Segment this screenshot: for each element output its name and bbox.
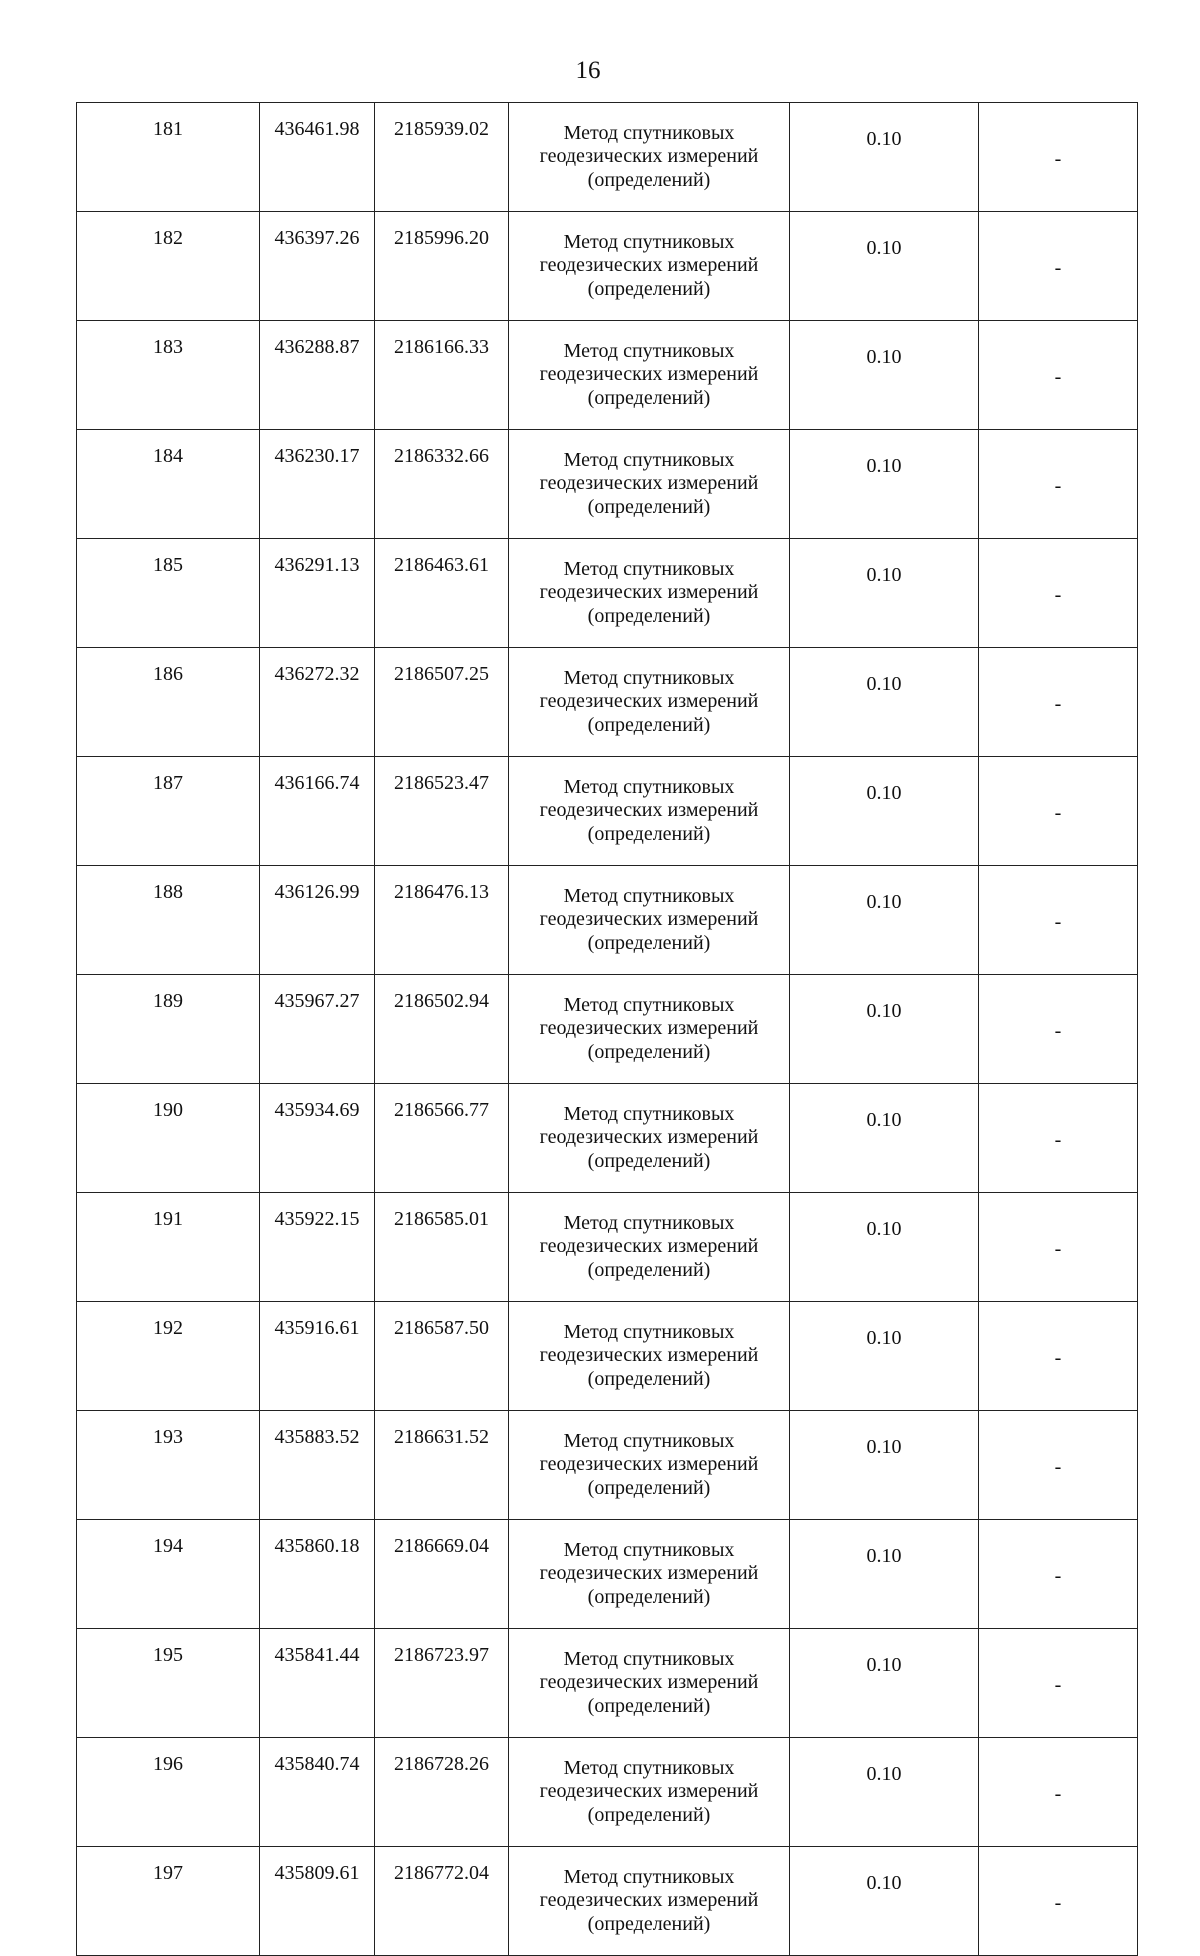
cell-accuracy: 0.10: [790, 866, 979, 975]
cell-accuracy: 0.10: [790, 1302, 979, 1411]
cell-accuracy: 0.10: [790, 1738, 979, 1847]
method-line: Метод спутниковых: [563, 1538, 735, 1561]
cell-accuracy: 0.10: [790, 1084, 979, 1193]
method-line: Метод спутниковых: [563, 230, 735, 253]
method-line: Метод спутниковых: [563, 1429, 735, 1452]
method-line: Метод спутниковых: [563, 1211, 735, 1234]
cell-note: -: [979, 757, 1138, 866]
cell-coordinate-x: 436166.74: [260, 757, 375, 866]
method-line: (определений): [587, 1694, 711, 1717]
method-line: геодезических измерений: [539, 1344, 759, 1367]
coordinates-table: [76, 102, 1138, 1956]
cell-coordinate-y: 2186728.26: [375, 1738, 509, 1847]
method-line: геодезических измерений: [539, 1126, 759, 1149]
cell-coordinate-y: 2186723.97: [375, 1629, 509, 1738]
cell-note: -: [979, 648, 1138, 757]
cell-point-number: 194: [77, 1520, 260, 1629]
cell-point-number: 182: [77, 212, 260, 321]
cell-method: [509, 1629, 790, 1738]
method-line: Метод спутниковых: [563, 993, 735, 1016]
method-line: геодезических измерений: [539, 908, 759, 931]
cell-method: [509, 1302, 790, 1411]
method-line: Метод спутниковых: [563, 775, 735, 798]
cell-coordinate-y: 2186585.01: [375, 1193, 509, 1302]
method-line: (определений): [587, 1803, 711, 1826]
table-row: [77, 1629, 1138, 1738]
cell-method: [509, 1411, 790, 1520]
cell-method: [509, 1847, 790, 1956]
cell-accuracy: 0.10: [790, 321, 979, 430]
cell-accuracy: 0.10: [790, 975, 979, 1084]
cell-point-number: 192: [77, 1302, 260, 1411]
cell-coordinate-y: 2186566.77: [375, 1084, 509, 1193]
cell-accuracy: 0.10: [790, 1193, 979, 1302]
cell-coordinate-x: 436397.26: [260, 212, 375, 321]
cell-note: -: [979, 1738, 1138, 1847]
cell-note: -: [979, 1629, 1138, 1738]
cell-accuracy: 0.10: [790, 430, 979, 539]
cell-method: [509, 539, 790, 648]
table-row: [77, 430, 1138, 539]
cell-method: [509, 103, 790, 212]
cell-point-number: 197: [77, 1847, 260, 1956]
cell-coordinate-y: 2186332.66: [375, 430, 509, 539]
method-line: (определений): [587, 931, 711, 954]
cell-coordinate-x: 436272.32: [260, 648, 375, 757]
cell-accuracy: 0.10: [790, 103, 979, 212]
method-line: (определений): [587, 1912, 711, 1935]
cell-point-number: 195: [77, 1629, 260, 1738]
method-line: Метод спутниковых: [563, 1102, 735, 1125]
table-row: [77, 1520, 1138, 1629]
cell-point-number: 193: [77, 1411, 260, 1520]
table-row: [77, 975, 1138, 1084]
cell-note: -: [979, 321, 1138, 430]
cell-method: [509, 1193, 790, 1302]
cell-note: -: [979, 103, 1138, 212]
cell-accuracy: 0.10: [790, 1520, 979, 1629]
method-line: геодезических измерений: [539, 1671, 759, 1694]
cell-accuracy: 0.10: [790, 757, 979, 866]
cell-note: -: [979, 430, 1138, 539]
method-line: (определений): [587, 168, 711, 191]
cell-coordinate-x: 435916.61: [260, 1302, 375, 1411]
cell-note: -: [979, 1084, 1138, 1193]
cell-accuracy: 0.10: [790, 1411, 979, 1520]
method-line: (определений): [587, 1258, 711, 1281]
cell-accuracy: 0.10: [790, 539, 979, 648]
table-body: [77, 103, 1138, 1956]
cell-coordinate-x: 435809.61: [260, 1847, 375, 1956]
cell-method: [509, 975, 790, 1084]
table-row: [77, 1847, 1138, 1956]
method-line: Метод спутниковых: [563, 557, 735, 580]
cell-coordinate-y: 2186772.04: [375, 1847, 509, 1956]
cell-point-number: 190: [77, 1084, 260, 1193]
table-row: [77, 103, 1138, 212]
cell-point-number: 187: [77, 757, 260, 866]
cell-coordinate-y: 2186476.13: [375, 866, 509, 975]
method-line: геодезических измерений: [539, 1889, 759, 1912]
table-row: [77, 1193, 1138, 1302]
cell-point-number: 191: [77, 1193, 260, 1302]
cell-coordinate-y: 2186166.33: [375, 321, 509, 430]
table-row: [77, 1411, 1138, 1520]
cell-note: -: [979, 539, 1138, 648]
cell-coordinate-x: 436230.17: [260, 430, 375, 539]
method-line: геодезических измерений: [539, 254, 759, 277]
table-row: [77, 539, 1138, 648]
cell-coordinate-x: 435922.15: [260, 1193, 375, 1302]
table-row: [77, 866, 1138, 975]
method-line: геодезических измерений: [539, 1017, 759, 1040]
cell-accuracy: 0.10: [790, 648, 979, 757]
method-line: (определений): [587, 604, 711, 627]
method-line: Метод спутниковых: [563, 1647, 735, 1670]
cell-coordinate-x: 435841.44: [260, 1629, 375, 1738]
method-line: (определений): [587, 1585, 711, 1608]
cell-method: [509, 866, 790, 975]
table-row: [77, 1302, 1138, 1411]
method-line: (определений): [587, 277, 711, 300]
cell-method: [509, 757, 790, 866]
table-row: [77, 321, 1138, 430]
cell-note: -: [979, 866, 1138, 975]
method-line: геодезических измерений: [539, 799, 759, 822]
cell-coordinate-x: 436291.13: [260, 539, 375, 648]
method-line: Метод спутниковых: [563, 448, 735, 471]
method-line: (определений): [587, 1040, 711, 1063]
cell-coordinate-y: 2186523.47: [375, 757, 509, 866]
method-line: геодезических измерений: [539, 581, 759, 604]
table-row: [77, 1738, 1138, 1847]
table-row: [77, 212, 1138, 321]
cell-method: [509, 1738, 790, 1847]
cell-note: -: [979, 1193, 1138, 1302]
method-line: геодезических измерений: [539, 1235, 759, 1258]
cell-point-number: 181: [77, 103, 260, 212]
cell-accuracy: 0.10: [790, 1847, 979, 1956]
table-row: [77, 1084, 1138, 1193]
method-line: Метод спутниковых: [563, 339, 735, 362]
cell-note: -: [979, 212, 1138, 321]
cell-method: [509, 212, 790, 321]
method-line: (определений): [587, 495, 711, 518]
cell-coordinate-x: 436126.99: [260, 866, 375, 975]
cell-coordinate-y: 2186631.52: [375, 1411, 509, 1520]
method-line: геодезических измерений: [539, 1780, 759, 1803]
cell-method: [509, 430, 790, 539]
cell-point-number: 183: [77, 321, 260, 430]
cell-coordinate-y: 2186507.25: [375, 648, 509, 757]
cell-point-number: 184: [77, 430, 260, 539]
table-row: [77, 648, 1138, 757]
cell-coordinate-y: 2186587.50: [375, 1302, 509, 1411]
cell-point-number: 196: [77, 1738, 260, 1847]
method-line: Метод спутниковых: [563, 121, 735, 144]
cell-coordinate-y: 2186669.04: [375, 1520, 509, 1629]
cell-note: -: [979, 1302, 1138, 1411]
cell-point-number: 186: [77, 648, 260, 757]
cell-accuracy: 0.10: [790, 1629, 979, 1738]
method-line: Метод спутниковых: [563, 884, 735, 907]
cell-point-number: 188: [77, 866, 260, 975]
method-line: (определений): [587, 1476, 711, 1499]
cell-coordinate-y: 2186502.94: [375, 975, 509, 1084]
cell-method: [509, 1520, 790, 1629]
cell-method: [509, 321, 790, 430]
cell-accuracy: 0.10: [790, 212, 979, 321]
cell-coordinate-x: 435967.27: [260, 975, 375, 1084]
method-line: (определений): [587, 713, 711, 736]
method-line: геодезических измерений: [539, 1453, 759, 1476]
cell-note: -: [979, 1411, 1138, 1520]
cell-method: [509, 1084, 790, 1193]
cell-point-number: 189: [77, 975, 260, 1084]
method-line: геодезических измерений: [539, 145, 759, 168]
cell-note: -: [979, 1847, 1138, 1956]
cell-coordinate-x: 436461.98: [260, 103, 375, 212]
cell-method: [509, 648, 790, 757]
cell-coordinate-y: 2185939.02: [375, 103, 509, 212]
cell-coordinate-x: 435883.52: [260, 1411, 375, 1520]
cell-note: -: [979, 975, 1138, 1084]
cell-note: -: [979, 1520, 1138, 1629]
method-line: Метод спутниковых: [563, 1865, 735, 1888]
method-line: геодезических измерений: [539, 1562, 759, 1585]
method-line: (определений): [587, 386, 711, 409]
method-line: (определений): [587, 1149, 711, 1172]
method-line: (определений): [587, 822, 711, 845]
method-line: (определений): [587, 1367, 711, 1390]
method-line: Метод спутниковых: [563, 1320, 735, 1343]
page-number: 16: [575, 57, 601, 84]
cell-coordinate-x: 435840.74: [260, 1738, 375, 1847]
method-line: геодезических измерений: [539, 472, 759, 495]
cell-point-number: 185: [77, 539, 260, 648]
method-line: Метод спутниковых: [563, 666, 735, 689]
cell-coordinate-x: 435860.18: [260, 1520, 375, 1629]
cell-coordinate-y: 2186463.61: [375, 539, 509, 648]
method-line: геодезических измерений: [539, 363, 759, 386]
table-row: [77, 757, 1138, 866]
method-line: геодезических измерений: [539, 690, 759, 713]
method-line: Метод спутниковых: [563, 1756, 735, 1779]
cell-coordinate-x: 435934.69: [260, 1084, 375, 1193]
cell-coordinate-x: 436288.87: [260, 321, 375, 430]
cell-coordinate-y: 2185996.20: [375, 212, 509, 321]
